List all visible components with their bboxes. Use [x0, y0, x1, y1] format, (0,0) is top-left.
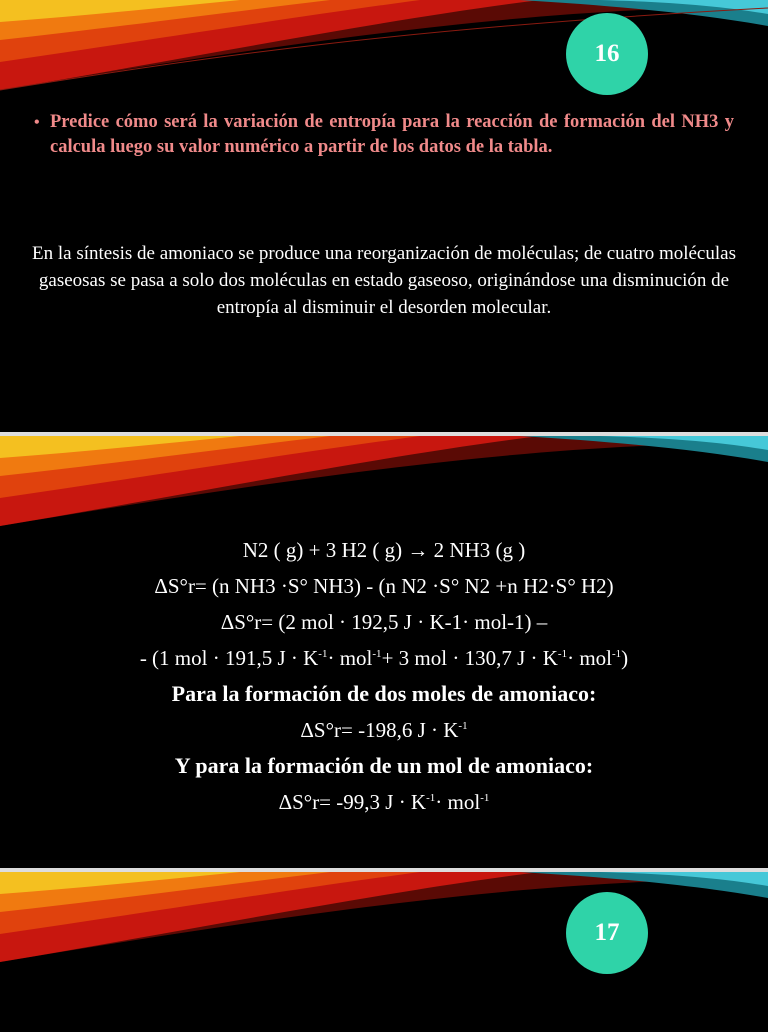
question-body: Predice cómo será la variación de entropía para la reacción de formación del NH3 y calcula luego su valor numérico a partir de los datos de la tabla.: [50, 112, 734, 157]
heading-two-moles: Para la formación de dos moles de amoniaco:: [171, 681, 597, 706]
heading-one-mole: Y para la formación de un mol de amoniaco:: [174, 753, 594, 778]
bullet-point: •: [34, 114, 40, 131]
result-one-mole: ΔS°r= -99,3 $J \cdot K^{-1}\cdot mol^{-1}$: [278, 790, 490, 814]
calculation-line-2: - (1 mol · 191,5 $J \cdot K^{-1}\cdot mol^{-1}+ 3$ mol · 130,7 $J \cdot K^{-1}\cdot mol^{-1}$): [139, 646, 629, 670]
answer-text: En la síntesis de amoniaco se produce una reorganización de moléculas; de cuatro moléculas gaseosas se pasa a solo dos moléculas en estado gaseoso, originándose una disminución de entropía al disminuir el desorden molecular.: [32, 243, 736, 318]
question-text: [34, 110, 734, 160]
entropy-calculation: [0, 532, 768, 820]
reaction-equation: N2 ( g) + 3 H2 ( g) → 2 NH3 (g ): [242, 538, 526, 562]
slide-number-badge: 17: [566, 892, 648, 974]
decorative-swoosh: [0, 872, 768, 1012]
slide-17: [0, 872, 768, 1032]
result-two-moles: ΔS°r= -198,6 $J \cdot K^{-1}$: [300, 718, 468, 742]
slide-16: [0, 0, 768, 432]
calculation-line-1: ΔS°r= (2 mol · 192,5 J · K-1· mol-1) –: [220, 610, 548, 634]
entropy-formula: ΔS°r= (n NH3 ·S° NH3) - (n N2 ·S° N2 +n H2·S° H2): [154, 574, 614, 598]
slide-number-badge: 16: [566, 13, 648, 95]
